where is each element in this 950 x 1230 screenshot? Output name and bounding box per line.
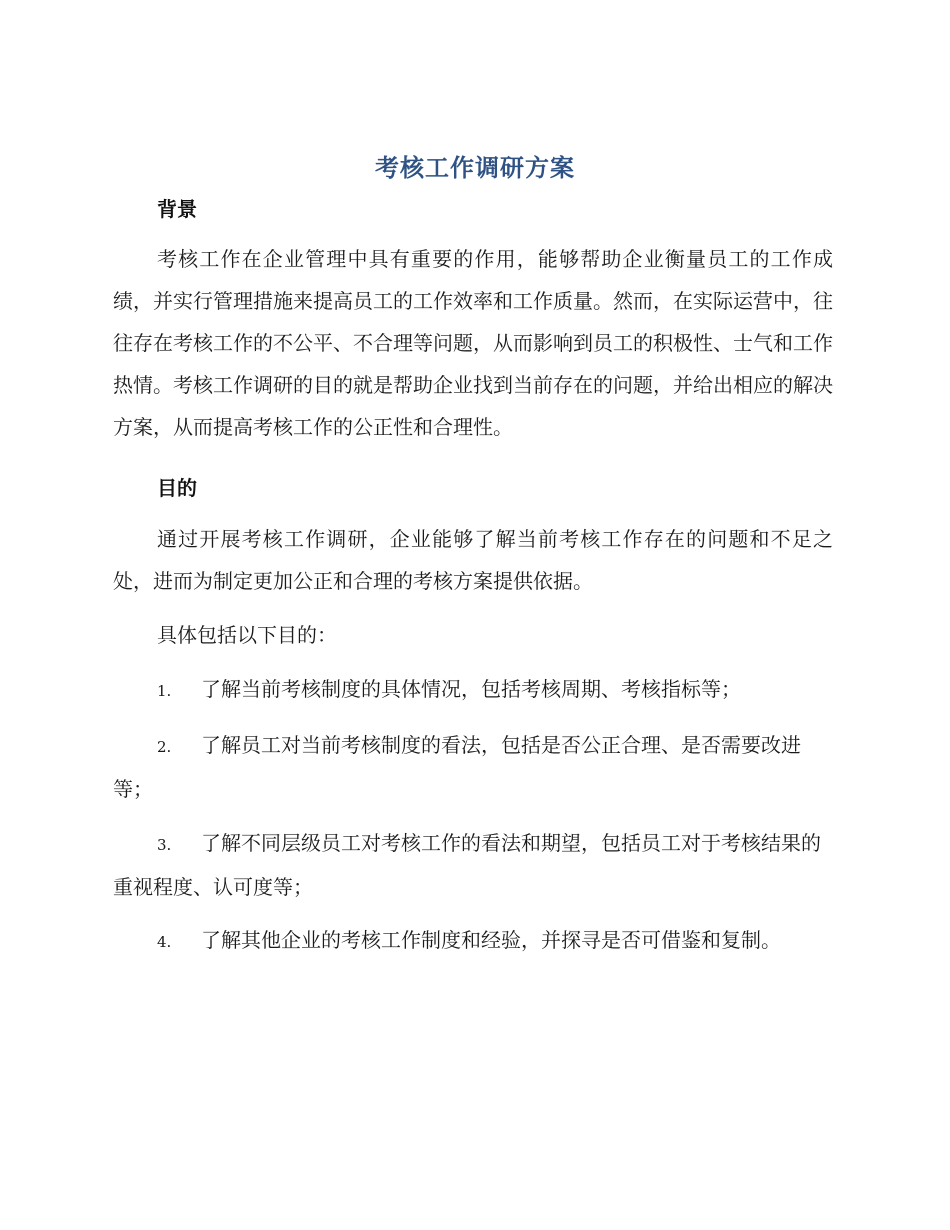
list-item-number: 3. [157,836,172,854]
background-paragraph: 考核工作在企业管理中具有重要的作用，能够帮助企业衡量员工的工作成绩，并实行管理措施来提高员工的工作效率和工作质量。然而，在实际运营中，往往存在考核工作的不公平、不合理等问题，从而影响到员工的积极性、士气和工作热情。考核工作调研的目的就是帮助企业找到当前存在的问题，并给出相应的解决方案，从而提高考核工作的公正性和合理性。 [113,247,833,439]
list-item-text: 了解其他企业的考核工作制度和经验，并探寻是否可借鉴和复制。 [201,928,781,952]
list-item-number: 4. [157,933,172,951]
list-item [113,724,833,810]
list-item-number: 2. [157,738,172,756]
section-heading-purpose: 目的 [157,476,197,500]
purpose-intro: 具体包括以下目的： [157,623,337,647]
list-item [113,822,833,908]
document-title: 考核工作调研方案 [375,154,575,182]
section-heading-background: 背景 [157,197,197,221]
list-item [113,668,833,712]
list-item-text: 了解当前考核制度的具体情况，包括考核周期、考核指标等； [201,677,741,701]
list-item [113,919,833,963]
purpose-paragraph: 通过开展考核工作调研，企业能够了解当前考核工作存在的问题和不足之处，进而为制定更加公正和合理的考核方案提供依据。 [113,527,833,593]
list-item-text: 了解员工对当前考核制度的看法，包括是否公正合理、是否需要改进等； [113,733,801,801]
list-item-number: 1. [157,682,172,700]
list-item-text: 了解不同层级员工对考核工作的看法和期望，包括员工对于考核结果的重视程度、认可度等； [113,831,821,899]
